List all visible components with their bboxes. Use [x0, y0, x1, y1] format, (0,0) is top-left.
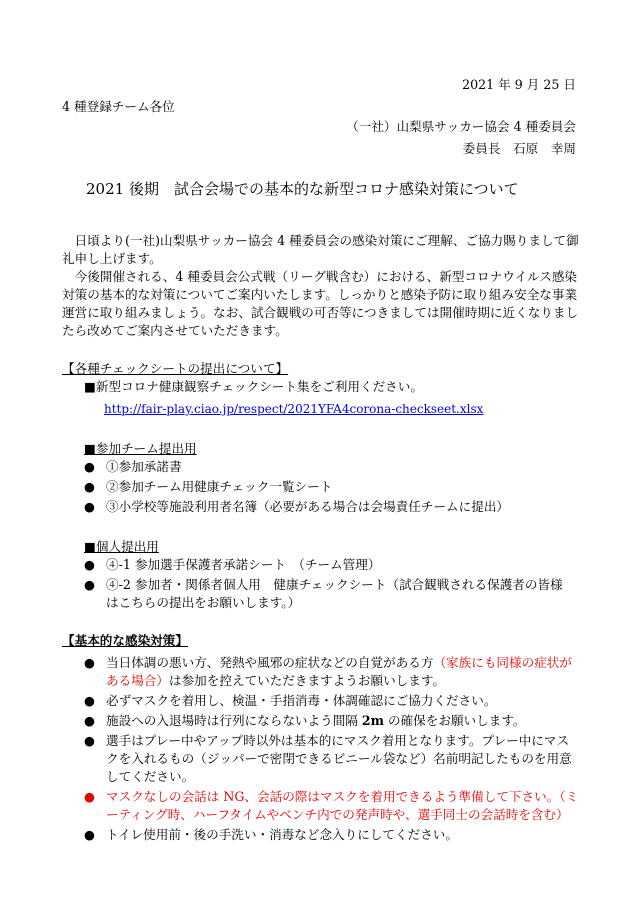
list-item-continuation: クを入れるもの（ジッパーで密閉できるビニール袋など）名前明記したものを用意 [106, 751, 572, 766]
bullet-icon: ● [84, 577, 95, 592]
intro-line: たら改めてご案内させていただきます。 [62, 323, 288, 338]
page-title: 2021 後期 試合会場での基本的な新型コロナ感染対策について [86, 180, 519, 198]
intro-line: 日頃より(一社)山梨県サッカー協会 4 種委員会の感染対策にご理解、ご協力賜りまして御 [62, 233, 579, 248]
bullet-icon: ● [84, 479, 95, 494]
section-heading-checksheet: 【各種チェックシートの提出について】 [62, 361, 289, 376]
section-heading-measures: 【基本的な感染対策】 [62, 633, 188, 648]
intro-line: 運営に取り組みましょう。なお、試合観戦の可否等につきましては開催時期に近くなりまし [62, 305, 579, 320]
intro-line: 対策の基本的な対策についてご案内いたします。しっかりと感染予防に取り組み安全な事業 [62, 287, 578, 302]
list-item-continuation: はこちらの提出をお願いします。） [106, 595, 301, 610]
list-item-continuation: ある場合）は参加を控えていただきますようお願いします。 [106, 673, 446, 688]
personal-submission-heading: ■個人提出用 [84, 539, 159, 554]
list-item-continuation: してください。 [106, 769, 195, 784]
bullet-icon: ● [84, 499, 95, 514]
team-submission-heading: ■参加チーム提出用 [84, 441, 197, 456]
organization: （一社）山梨県サッカー協会 4 種委員会 [346, 119, 576, 134]
bullet-icon: ● [84, 693, 95, 708]
signer: 委員長 石原 幸周 [462, 141, 576, 156]
intro-line: 礼申し上げます。 [62, 251, 162, 266]
document-date: 2021 年 9 月 25 日 [462, 77, 576, 92]
bullet-icon: ● [84, 459, 95, 474]
bullet-icon: ● [84, 713, 95, 728]
list-item-continuation: ーティング時、ハーフタイムやベンチ内での発声時や、選手同士の会話時を含む） [106, 807, 569, 822]
bullet-icon: ● [84, 655, 95, 670]
checksheet-link[interactable]: http://fair-play.ciao.jp/respect/2021YFA4corona-checkseet.xlsx [104, 402, 484, 416]
bullet-icon: ● [84, 827, 95, 842]
recipient: 4 種登録チーム各位 [62, 99, 175, 114]
checksheet-note: ■新型コロナ健康観察チェックシート集をご利用ください。 [84, 379, 423, 394]
bullet-icon: ● [84, 789, 95, 804]
intro-line: 今後開催される、4 種委員会公式戦（リーグ戦含む）における、新型コロナウイルス感染 [62, 269, 578, 284]
bullet-icon: ● [84, 557, 95, 572]
bullet-icon: ● [84, 733, 95, 748]
